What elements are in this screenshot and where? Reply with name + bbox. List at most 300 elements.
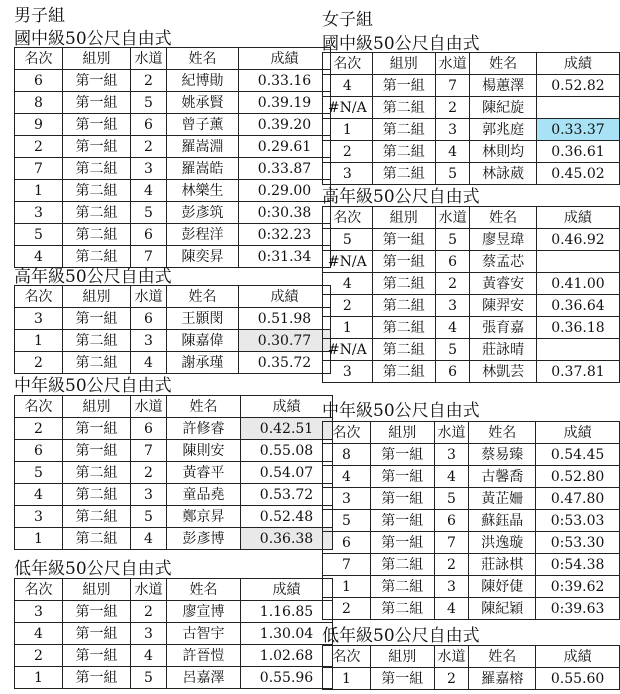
cell-lane: 6 [435,251,470,273]
cell-name: 許晉愷 [167,645,241,667]
cell-rank: 5 [15,462,63,484]
cell-group: 第二組 [372,97,435,119]
cell-lane: 3 [131,330,167,352]
cell-time: 0.29.61 [239,136,331,158]
cell-time: 0.45.02 [536,163,619,185]
table-row [323,295,620,317]
cell-name: 陳紀旋 [470,97,536,119]
cell-time [536,339,619,361]
cell-name: 童品堯 [167,484,241,506]
cell-lane: 5 [435,229,470,251]
cell-name: 陳奕昇 [167,246,239,268]
cell-group: 第二組 [63,180,131,202]
cell-group: 第一組 [370,444,434,466]
cell-time: 0.52.48 [241,506,333,528]
cell-time: 0.55.08 [241,440,333,462]
cell-group: 第二組 [372,361,435,383]
table-row [15,308,331,330]
header-time: 成績 [536,207,619,229]
cell-lane: 3 [434,444,469,466]
cell-group: 第二組 [63,330,131,352]
girls-results-table [322,421,620,620]
cell-time: 0.39.19 [239,92,331,114]
table-row [15,623,333,645]
table-header-row [323,53,620,75]
header-lane: 水道 [435,207,470,229]
cell-name: 楊蕙澤 [470,75,536,97]
header-name: 姓名 [470,207,536,229]
cell-group: 第一組 [63,114,131,136]
cell-name: 古智宇 [167,623,241,645]
header-time: 成績 [536,646,620,668]
cell-name: 陳則安 [167,440,241,462]
cell-name: 蔡易臻 [469,444,536,466]
header-lane: 水道 [131,579,167,601]
table-row [15,180,331,202]
cell-rank: 4 [15,246,63,268]
cell-time: 0.54.45 [536,444,620,466]
table-row [15,601,333,623]
cell-rank: 1 [323,119,373,141]
header-group: 組別 [63,286,131,308]
boys-section-title: 低年級50公尺自由式 [14,559,172,579]
cell-name: 莊詠棋 [469,554,536,576]
cell-rank: 1 [15,180,63,202]
cell-rank: 1 [15,667,63,689]
cell-lane: 5 [435,339,470,361]
header-name: 姓名 [167,286,239,308]
header-rank: 名次 [15,48,63,70]
table-row [323,598,620,620]
cell-rank: 5 [323,510,371,532]
table-row [15,158,331,180]
table-header-row [15,286,331,308]
cell-lane: 2 [131,136,167,158]
cell-lane: 4 [435,141,470,163]
table-row [323,75,620,97]
header-rank: 名次 [15,286,63,308]
cell-time: 0.36.61 [536,141,619,163]
girls-section-title: 國中級50公尺自由式 [322,34,480,54]
table-row [15,246,331,268]
cell-rank: 6 [323,532,371,554]
table-row [323,273,620,295]
cell-time: 0.46.92 [536,229,619,251]
cell-group: 第二組 [370,576,434,598]
cell-name: 紀博勛 [167,70,239,92]
cell-group: 第二組 [63,202,131,224]
cell-name: 林則均 [470,141,536,163]
table-row [15,202,331,224]
cell-lane: 2 [434,554,469,576]
cell-time: 0.52.82 [536,75,619,97]
header-name: 姓名 [167,48,239,70]
cell-lane: 7 [434,532,469,554]
girls-results-table [322,52,620,185]
cell-name: 陳紀穎 [469,598,536,620]
cell-rank: 4 [323,75,373,97]
cell-rank: 2 [323,295,373,317]
cell-rank: 3 [323,361,373,383]
table-row [15,418,333,440]
cell-rank: 2 [15,418,63,440]
table-header-row [323,422,620,444]
cell-rank: 3 [323,163,373,185]
cell-group: 第一組 [370,466,434,488]
cell-time: 0:54.38 [536,554,620,576]
cell-time: 0:39.62 [536,576,620,598]
table-row [15,440,333,462]
table-row [15,224,331,246]
cell-time: 0.53.72 [241,484,333,506]
cell-group: 第一組 [63,623,131,645]
cell-lane: 7 [131,246,167,268]
table-row [323,97,620,119]
table-header-row [323,646,620,668]
cell-lane: 6 [131,308,167,330]
cell-lane: 7 [131,440,167,462]
cell-time: 0.36.64 [536,295,619,317]
cell-time: 0.36.38 [241,528,333,550]
cell-rank: 7 [323,554,371,576]
cell-lane: 7 [435,75,470,97]
table-row [15,484,333,506]
header-group: 組別 [372,207,435,229]
cell-time: 0.52.80 [536,466,620,488]
cell-name: 莊詠晴 [470,339,536,361]
header-rank: 名次 [323,53,373,75]
cell-group: 第一組 [63,92,131,114]
header-rank: 名次 [323,422,371,444]
cell-time: 0:53.03 [536,510,620,532]
cell-rank: 3 [15,601,63,623]
cell-time: 0.55.96 [241,667,333,689]
cell-group: 第二組 [372,273,435,295]
cell-time [536,97,619,119]
table-row [15,462,333,484]
table-row [323,444,620,466]
cell-name: 張育嘉 [470,317,536,339]
cell-name: 林詠葳 [470,163,536,185]
header-name: 姓名 [167,579,241,601]
header-lane: 水道 [435,53,470,75]
cell-group: 第一組 [370,488,434,510]
table-row [323,668,620,690]
header-time: 成績 [239,286,331,308]
cell-name: 彭彥博 [167,528,241,550]
boys-group-title: 男子組 [14,6,65,26]
cell-rank: 4 [323,466,371,488]
cell-lane: 2 [434,668,469,690]
cell-group: 第二組 [63,484,131,506]
boys-results-table [14,395,333,550]
header-rank: 名次 [15,396,63,418]
cell-name: 黃芷姍 [469,488,536,510]
cell-name: 林樂生 [167,180,239,202]
cell-rank: 4 [323,273,373,295]
cell-name: 姚承賢 [167,92,239,114]
table-row [323,466,620,488]
cell-rank: 1 [323,317,373,339]
header-time: 成績 [241,579,333,601]
table-row [323,317,620,339]
cell-group: 第二組 [63,462,131,484]
cell-group: 第一組 [370,510,434,532]
cell-lane: 4 [131,352,167,374]
header-group: 組別 [370,646,434,668]
table-row [323,251,620,273]
cell-group: 第二組 [63,224,131,246]
cell-group: 第一組 [63,418,131,440]
header-name: 姓名 [469,422,536,444]
header-lane: 水道 [131,396,167,418]
table-row [323,576,620,598]
table-header-row [323,207,620,229]
cell-name: 古馨喬 [469,466,536,488]
cell-time: 0.42.51 [241,418,333,440]
cell-rank: #N/A [323,339,373,361]
cell-time: 0.54.07 [241,462,333,484]
cell-rank: 3 [15,308,63,330]
cell-group: 第二組 [63,506,131,528]
cell-lane: 6 [131,114,167,136]
cell-lane: 5 [131,92,167,114]
cell-time: 0.33.87 [239,158,331,180]
cell-rank: 5 [323,229,373,251]
cell-name: 王顥閔 [167,308,239,330]
cell-rank: 4 [15,623,63,645]
table-row [323,141,620,163]
table-row [15,92,331,114]
cell-lane: 4 [131,645,167,667]
cell-rank: 2 [15,136,63,158]
cell-lane: 3 [131,484,167,506]
table-header-row [15,396,333,418]
header-time: 成績 [239,48,331,70]
table-row [323,163,620,185]
cell-lane: 4 [434,466,469,488]
header-lane: 水道 [434,422,469,444]
cell-rank: 9 [15,114,63,136]
cell-lane: 2 [435,97,470,119]
cell-rank: #N/A [323,97,373,119]
cell-name: 蘇鈺晶 [469,510,536,532]
cell-lane: 3 [131,623,167,645]
table-row [15,506,333,528]
cell-time: 0.41.00 [536,273,619,295]
table-row [323,339,620,361]
header-rank: 名次 [323,207,373,229]
header-time: 成績 [241,396,333,418]
cell-group: 第一組 [372,229,435,251]
header-name: 姓名 [167,396,241,418]
cell-group: 第一組 [370,532,434,554]
boys-section-title: 國中級50公尺自由式 [14,29,172,49]
cell-rank: 8 [323,444,371,466]
cell-name: 彭程洋 [167,224,239,246]
cell-name: 洪逸璇 [469,532,536,554]
cell-group: 第二組 [63,352,131,374]
cell-group: 第一組 [372,75,435,97]
table-header-row [15,48,331,70]
cell-name: 陳妤倢 [469,576,536,598]
cell-lane: 3 [131,158,167,180]
table-row [15,528,333,550]
cell-group: 第一組 [63,601,131,623]
table-row [15,330,331,352]
cell-lane: 2 [131,462,167,484]
table-row [323,229,620,251]
cell-time: 0.37.81 [536,361,619,383]
cell-time: 0.29.00 [239,180,331,202]
cell-name: 彭彥筑 [167,202,239,224]
header-rank: 名次 [15,579,63,601]
table-row [15,114,331,136]
cell-name: 羅嵩淵 [167,136,239,158]
cell-lane: 6 [434,510,469,532]
cell-rank: 1 [15,528,63,550]
cell-group: 第二組 [372,339,435,361]
cell-lane: 4 [434,598,469,620]
cell-lane: 6 [131,418,167,440]
cell-lane: 3 [435,295,470,317]
cell-name: 林凱芸 [470,361,536,383]
cell-name: 許修睿 [167,418,241,440]
table-row [15,352,331,374]
table-row [15,645,333,667]
boys-section-title: 高年級50公尺自由式 [14,267,172,287]
cell-lane: 5 [131,667,167,689]
cell-lane: 3 [435,119,470,141]
cell-name: 黃睿安 [470,273,536,295]
cell-name: 鄭京昇 [167,506,241,528]
cell-lane: 5 [435,163,470,185]
cell-name: 廖昱瑋 [470,229,536,251]
cell-name: 郭兆庭 [470,119,536,141]
table-row [323,119,620,141]
cell-group: 第二組 [63,158,131,180]
cell-name: 羅嘉榕 [469,668,536,690]
header-name: 姓名 [469,646,536,668]
header-group: 組別 [63,396,131,418]
cell-lane: 5 [131,506,167,528]
cell-time: 1.30.04 [241,623,333,645]
cell-rank: 2 [15,352,63,374]
cell-name: 羅嵩皓 [167,158,239,180]
boys-results-table [14,285,331,374]
header-rank: 名次 [323,646,371,668]
table-row [15,70,331,92]
cell-time: 0:31.34 [239,246,331,268]
girls-results-table [322,645,620,690]
cell-group: 第二組 [63,528,131,550]
cell-name: 謝承瑾 [167,352,239,374]
girls-section-title: 高年級50公尺自由式 [322,187,480,207]
cell-time [536,251,619,273]
cell-rank: 3 [323,488,371,510]
cell-time: 1.02.68 [241,645,333,667]
cell-time: 1.16.85 [241,601,333,623]
girls-results-table [322,206,620,383]
boys-results-table [14,578,333,689]
header-group: 組別 [63,48,131,70]
cell-time: 0.51.98 [239,308,331,330]
cell-group: 第一組 [63,440,131,462]
cell-lane: 6 [131,224,167,246]
girls-group-title: 女子組 [322,10,373,30]
header-time: 成績 [536,422,620,444]
girls-section-title: 中年級50公尺自由式 [322,401,480,421]
table-row [323,361,620,383]
cell-group: 第二組 [370,598,434,620]
cell-group: 第二組 [372,317,435,339]
cell-time: 0.39.20 [239,114,331,136]
cell-group: 第二組 [372,119,435,141]
cell-rank: 8 [15,92,63,114]
header-lane: 水道 [131,48,167,70]
cell-rank: 4 [15,484,63,506]
header-lane: 水道 [131,286,167,308]
table-row [15,136,331,158]
cell-time: 0.47.80 [536,488,620,510]
cell-group: 第一組 [63,70,131,92]
cell-name: 廖宣博 [167,601,241,623]
table-header-row [15,579,333,601]
cell-rank: 1 [323,576,371,598]
cell-lane: 6 [435,361,470,383]
cell-time: 0:39.63 [536,598,620,620]
boys-section-title: 中年級50公尺自由式 [14,376,172,396]
header-lane: 水道 [434,646,469,668]
cell-time: 0.36.18 [536,317,619,339]
boys-results-table [14,47,331,268]
cell-group: 第一組 [63,308,131,330]
cell-time: 0.33.16 [239,70,331,92]
cell-time: 0:30.38 [239,202,331,224]
cell-lane: 5 [131,202,167,224]
cell-rank: 3 [15,202,63,224]
cell-group: 第一組 [63,645,131,667]
cell-group: 第二組 [372,141,435,163]
cell-name: 陳羿安 [470,295,536,317]
cell-rank: #N/A [323,251,373,273]
girls-section-title: 低年級50公尺自由式 [322,626,480,646]
cell-lane: 4 [131,528,167,550]
cell-name: 黃睿平 [167,462,241,484]
table-row [323,510,620,532]
cell-rank: 6 [15,440,63,462]
cell-rank: 1 [15,330,63,352]
header-time: 成績 [536,53,619,75]
cell-time: 0.55.60 [536,668,620,690]
cell-time: 0.33.37 [536,119,619,141]
cell-time: 0:32.23 [239,224,331,246]
cell-name: 蔡孟芯 [470,251,536,273]
cell-group: 第一組 [372,251,435,273]
cell-rank: 2 [323,141,373,163]
header-group: 組別 [372,53,435,75]
cell-lane: 4 [435,317,470,339]
cell-group: 第二組 [370,554,434,576]
header-group: 組別 [370,422,434,444]
cell-time: 0:53.30 [536,532,620,554]
cell-rank: 2 [15,645,63,667]
cell-name: 陳嘉偉 [167,330,239,352]
cell-lane: 2 [131,70,167,92]
cell-lane: 5 [434,488,469,510]
table-row [323,554,620,576]
table-row [323,488,620,510]
